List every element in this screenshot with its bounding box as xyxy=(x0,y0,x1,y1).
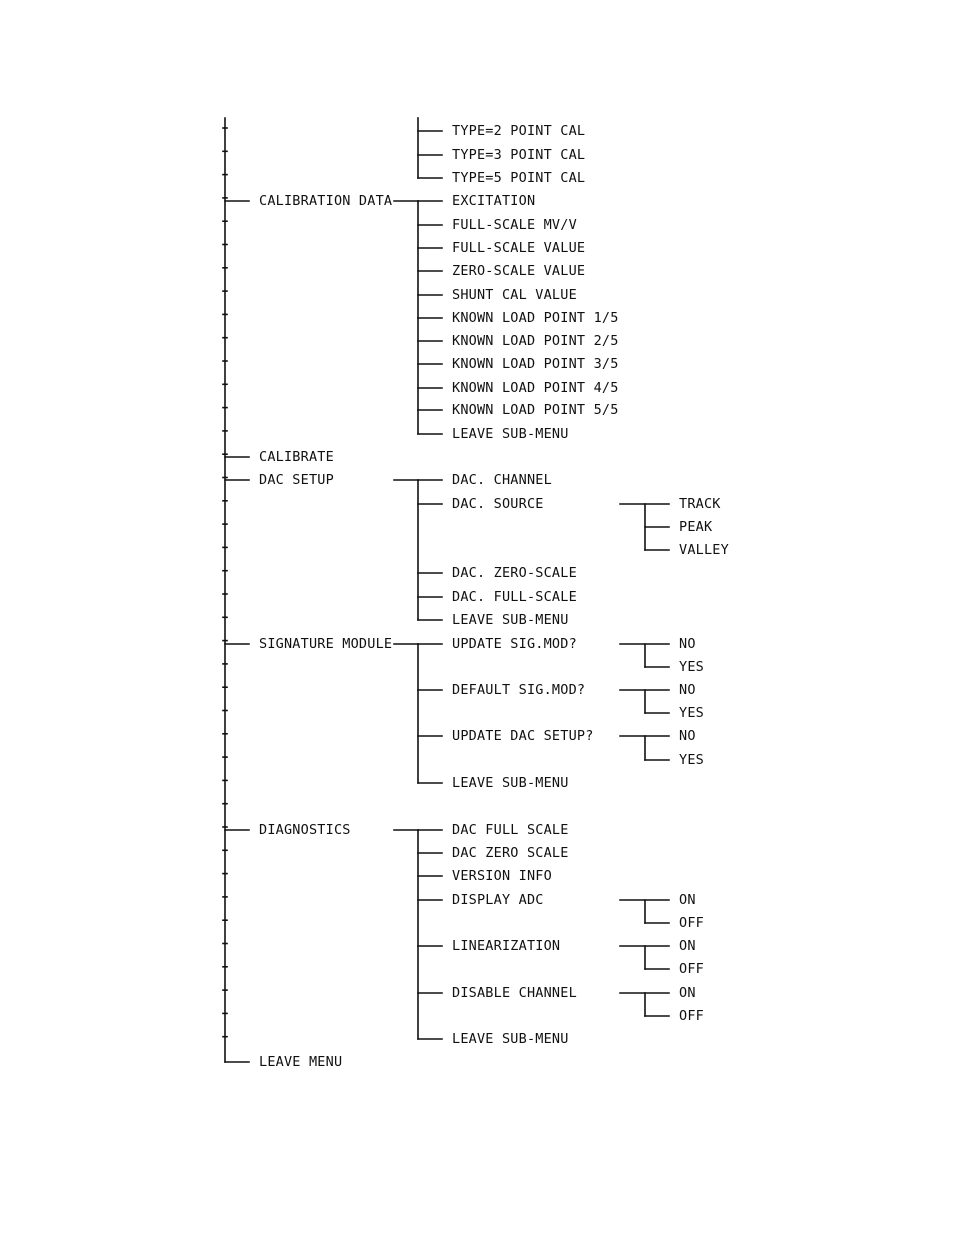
submenu-item-zero-scale-value: ZERO-SCALE VALUE xyxy=(452,263,586,279)
submenu-item-leave-sub-menu: LEAVE SUB-MENU xyxy=(452,1031,569,1047)
submenu-item-linearization: LINEARIZATION xyxy=(452,938,561,954)
submenu-item-excitation: EXCITATION xyxy=(452,193,536,209)
option-track: TRACK xyxy=(679,496,721,512)
submenu-item-known-load-point-3-5: KNOWN LOAD POINT 3/5 xyxy=(452,356,619,372)
submenu-item-known-load-point-2-5: KNOWN LOAD POINT 2/5 xyxy=(452,333,619,349)
option-peak: PEAK xyxy=(679,519,713,535)
submenu-item-disable-channel: DISABLE CHANNEL xyxy=(452,985,577,1001)
submenu-item-dac-source: DAC. SOURCE xyxy=(452,496,544,512)
option-valley: VALLEY xyxy=(679,542,729,558)
submenu-item-type-3-point-cal: TYPE=3 POINT CAL xyxy=(452,147,586,163)
submenu-item-default-sig-mod: DEFAULT SIG.MOD? xyxy=(452,682,586,698)
option-on: ON xyxy=(679,938,696,954)
submenu-item-known-load-point-1-5: KNOWN LOAD POINT 1/5 xyxy=(452,310,619,326)
menu-item-leave-menu: LEAVE MENU xyxy=(259,1054,343,1070)
option-yes: YES xyxy=(679,705,704,721)
submenu-item-known-load-point-5-5: KNOWN LOAD POINT 5/5 xyxy=(452,402,619,418)
menu-item-dac-setup: DAC SETUP xyxy=(259,472,334,488)
submenu-item-leave-sub-menu: LEAVE SUB-MENU xyxy=(452,612,569,628)
option-no: NO xyxy=(679,636,696,652)
menu-item-signature-module: SIGNATURE MODULE xyxy=(259,636,393,652)
menu-item-calibration-data: CALIBRATION DATA xyxy=(259,193,393,209)
submenu-item-shunt-cal-value: SHUNT CAL VALUE xyxy=(452,287,577,303)
submenu-item-leave-sub-menu: LEAVE SUB-MENU xyxy=(452,426,569,442)
submenu-item-known-load-point-4-5: KNOWN LOAD POINT 4/5 xyxy=(452,380,619,396)
submenu-item-version-info: VERSION INFO xyxy=(452,868,552,884)
submenu-item-dac-zero-scale: DAC ZERO SCALE xyxy=(452,845,569,861)
option-on: ON xyxy=(679,985,696,1001)
option-no: NO xyxy=(679,728,696,744)
menu-item-calibrate: CALIBRATE xyxy=(259,449,334,465)
option-yes: YES xyxy=(679,659,704,675)
option-on: ON xyxy=(679,892,696,908)
submenu-item-update-dac-setup: UPDATE DAC SETUP? xyxy=(452,728,594,744)
option-off: OFF xyxy=(679,915,704,931)
submenu-item-type-5-point-cal: TYPE=5 POINT CAL xyxy=(452,170,586,186)
submenu-item-dac-channel: DAC. CHANNEL xyxy=(452,472,552,488)
submenu-item-dac-full-scale: DAC FULL SCALE xyxy=(452,822,569,838)
submenu-item-leave-sub-menu: LEAVE SUB-MENU xyxy=(452,775,569,791)
submenu-item-update-sig-mod: UPDATE SIG.MOD? xyxy=(452,636,577,652)
option-no: NO xyxy=(679,682,696,698)
submenu-item-dac-zero-scale: DAC. ZERO-SCALE xyxy=(452,565,577,581)
submenu-item-full-scale-mv-v: FULL-SCALE MV/V xyxy=(452,217,577,233)
option-off: OFF xyxy=(679,1008,704,1024)
submenu-item-type-2-point-cal: TYPE=2 POINT CAL xyxy=(452,123,586,139)
option-yes: YES xyxy=(679,752,704,768)
submenu-item-full-scale-value: FULL-SCALE VALUE xyxy=(452,240,586,256)
submenu-item-dac-full-scale: DAC. FULL-SCALE xyxy=(452,589,577,605)
menu-item-diagnostics: DIAGNOSTICS xyxy=(259,822,351,838)
submenu-item-display-adc: DISPLAY ADC xyxy=(452,892,544,908)
option-off: OFF xyxy=(679,961,704,977)
